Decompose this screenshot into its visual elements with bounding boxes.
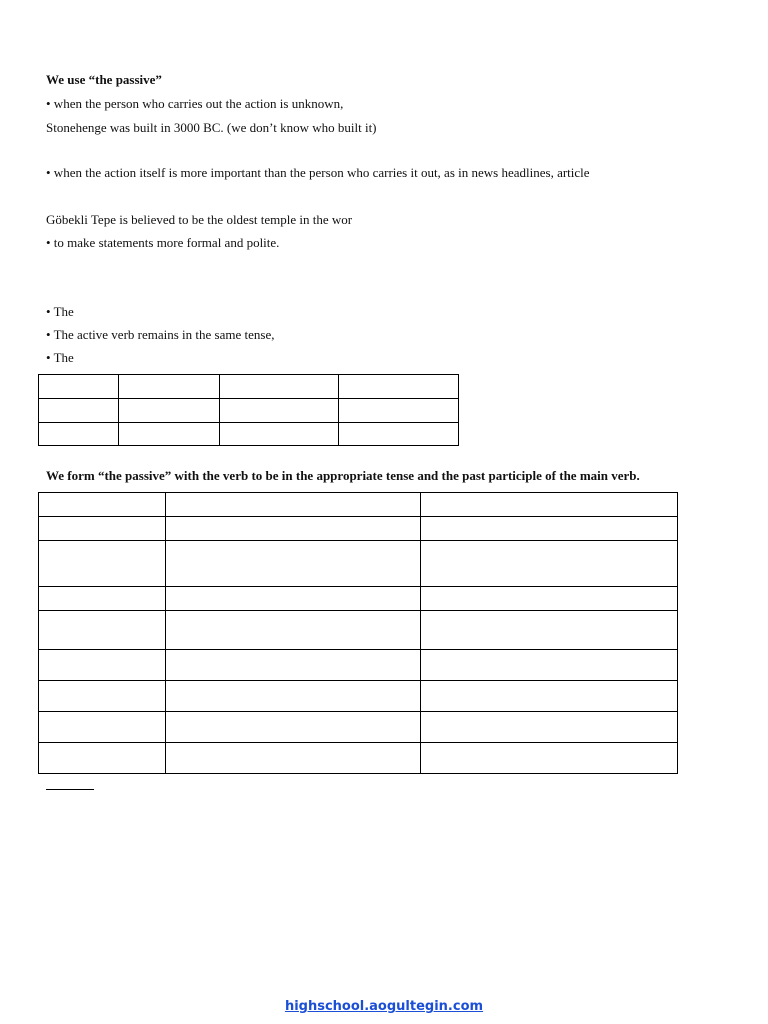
table-row (39, 587, 678, 611)
form-heading: We form “the passive” with the verb to be in the appropriate tense and the past participle of the main verb. (46, 468, 640, 483)
rule-item-2: • The active verb remains in the same tense, (46, 327, 275, 342)
table-cell (39, 423, 119, 446)
table-cell (421, 611, 678, 650)
table-row (39, 399, 459, 423)
uses-example-gobekli-tepe: Göbekli Tepe is believed to be the oldest temple in the wor (46, 212, 353, 227)
table-cell (39, 375, 119, 399)
table-cell (421, 712, 678, 743)
table-cell (166, 587, 421, 611)
uses-heading: We use “the passive” (46, 72, 162, 87)
table-cell (39, 517, 166, 541)
uses-line-formal-polite: • to make statements more formal and polite. (46, 235, 280, 250)
table-cell (119, 423, 220, 446)
table-cell (39, 611, 166, 650)
active-passive-table (38, 374, 459, 446)
table-cell (39, 399, 119, 423)
table-cell (166, 541, 421, 587)
table-cell (166, 517, 421, 541)
table-row (39, 541, 678, 587)
table-cell (39, 743, 166, 774)
table-row (39, 712, 678, 743)
table-cell (421, 493, 678, 517)
table-row (39, 650, 678, 681)
table-cell (39, 493, 166, 517)
table-cell (166, 681, 421, 712)
table-cell (220, 375, 339, 399)
table-cell (166, 712, 421, 743)
table-row (39, 743, 678, 774)
table-cell (119, 375, 220, 399)
table-row (39, 423, 459, 446)
table-cell (339, 375, 459, 399)
table-cell (166, 493, 421, 517)
footnote-separator (46, 789, 94, 790)
uses-line-action-important: • when the action itself is more important than the person who carries it out, as in news headlines, article (46, 165, 590, 180)
footer-site-link[interactable]: highschool.aogultegin.com (284, 999, 484, 1014)
table-row (39, 493, 678, 517)
table-cell (166, 611, 421, 650)
table-cell (421, 743, 678, 774)
table-row (39, 375, 459, 399)
table-cell (339, 423, 459, 446)
table-cell (220, 399, 339, 423)
table-row (39, 517, 678, 541)
table-cell (39, 681, 166, 712)
table-row (39, 681, 678, 712)
table-cell (119, 399, 220, 423)
rule-item-1: • The (46, 304, 74, 319)
table-cell (339, 399, 459, 423)
rule-item-3: • The (46, 350, 74, 365)
table-cell (421, 587, 678, 611)
table-cell (421, 517, 678, 541)
table-cell (421, 650, 678, 681)
table-cell (220, 423, 339, 446)
table-cell (421, 681, 678, 712)
table-cell (39, 650, 166, 681)
table-cell (421, 541, 678, 587)
table-cell (166, 650, 421, 681)
table-cell (39, 587, 166, 611)
uses-line-unknown-agent: • when the person who carries out the action is unknown, (46, 96, 344, 111)
table-cell (166, 743, 421, 774)
table-cell (39, 541, 166, 587)
passive-tenses-table (38, 492, 678, 774)
table-cell (39, 712, 166, 743)
uses-example-stonehenge: Stonehenge was built in 3000 BC. (we don’t know who built it) (46, 120, 377, 135)
table-row (39, 611, 678, 650)
